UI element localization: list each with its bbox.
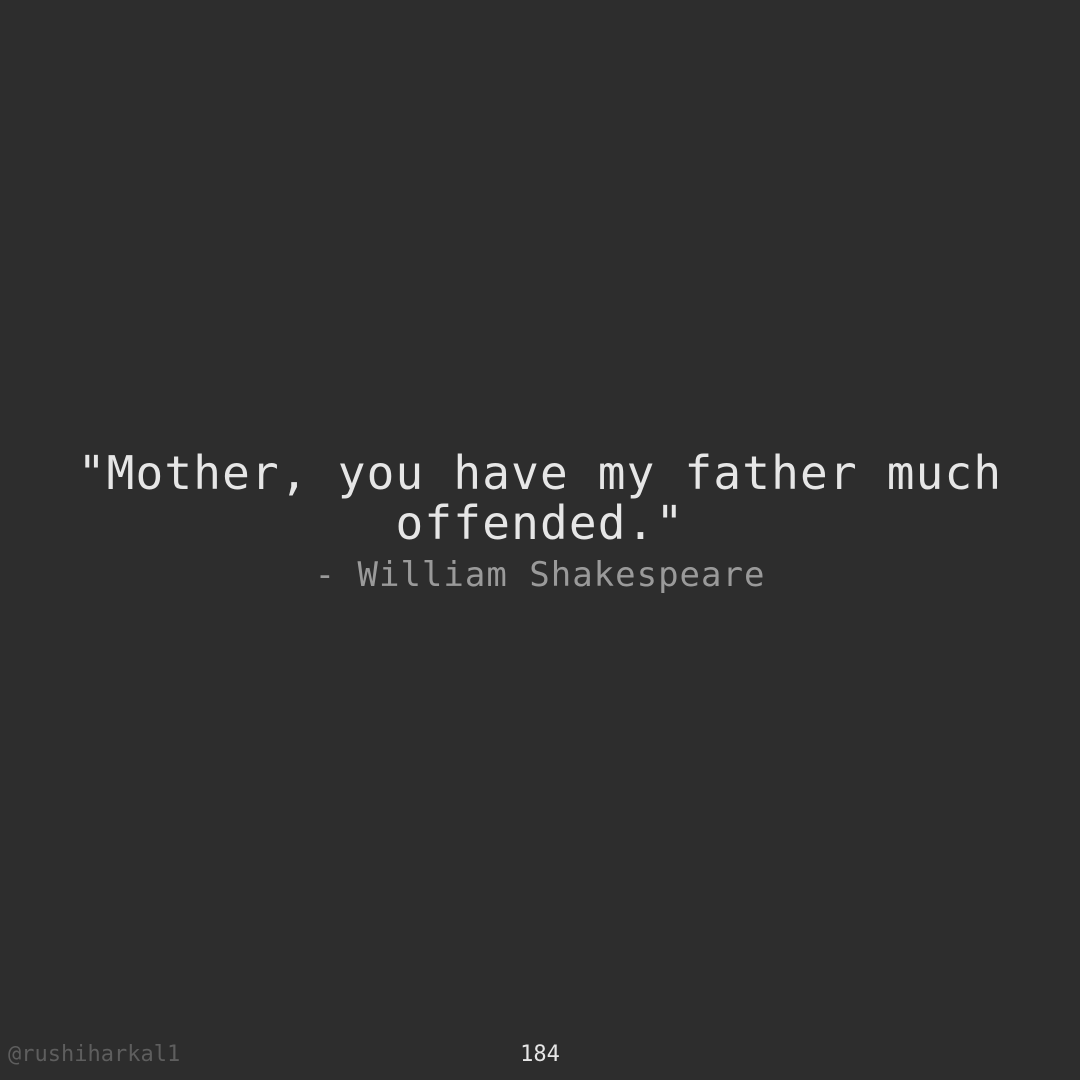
quote-block (0, 448, 1080, 602)
quote-text: "Mother, you have my father much offended." (77, 446, 1003, 550)
author-handle: @rushiharkal1 (8, 1042, 181, 1067)
page-number: 184 (520, 1042, 560, 1067)
quote-author: - William Shakespeare (314, 555, 766, 595)
